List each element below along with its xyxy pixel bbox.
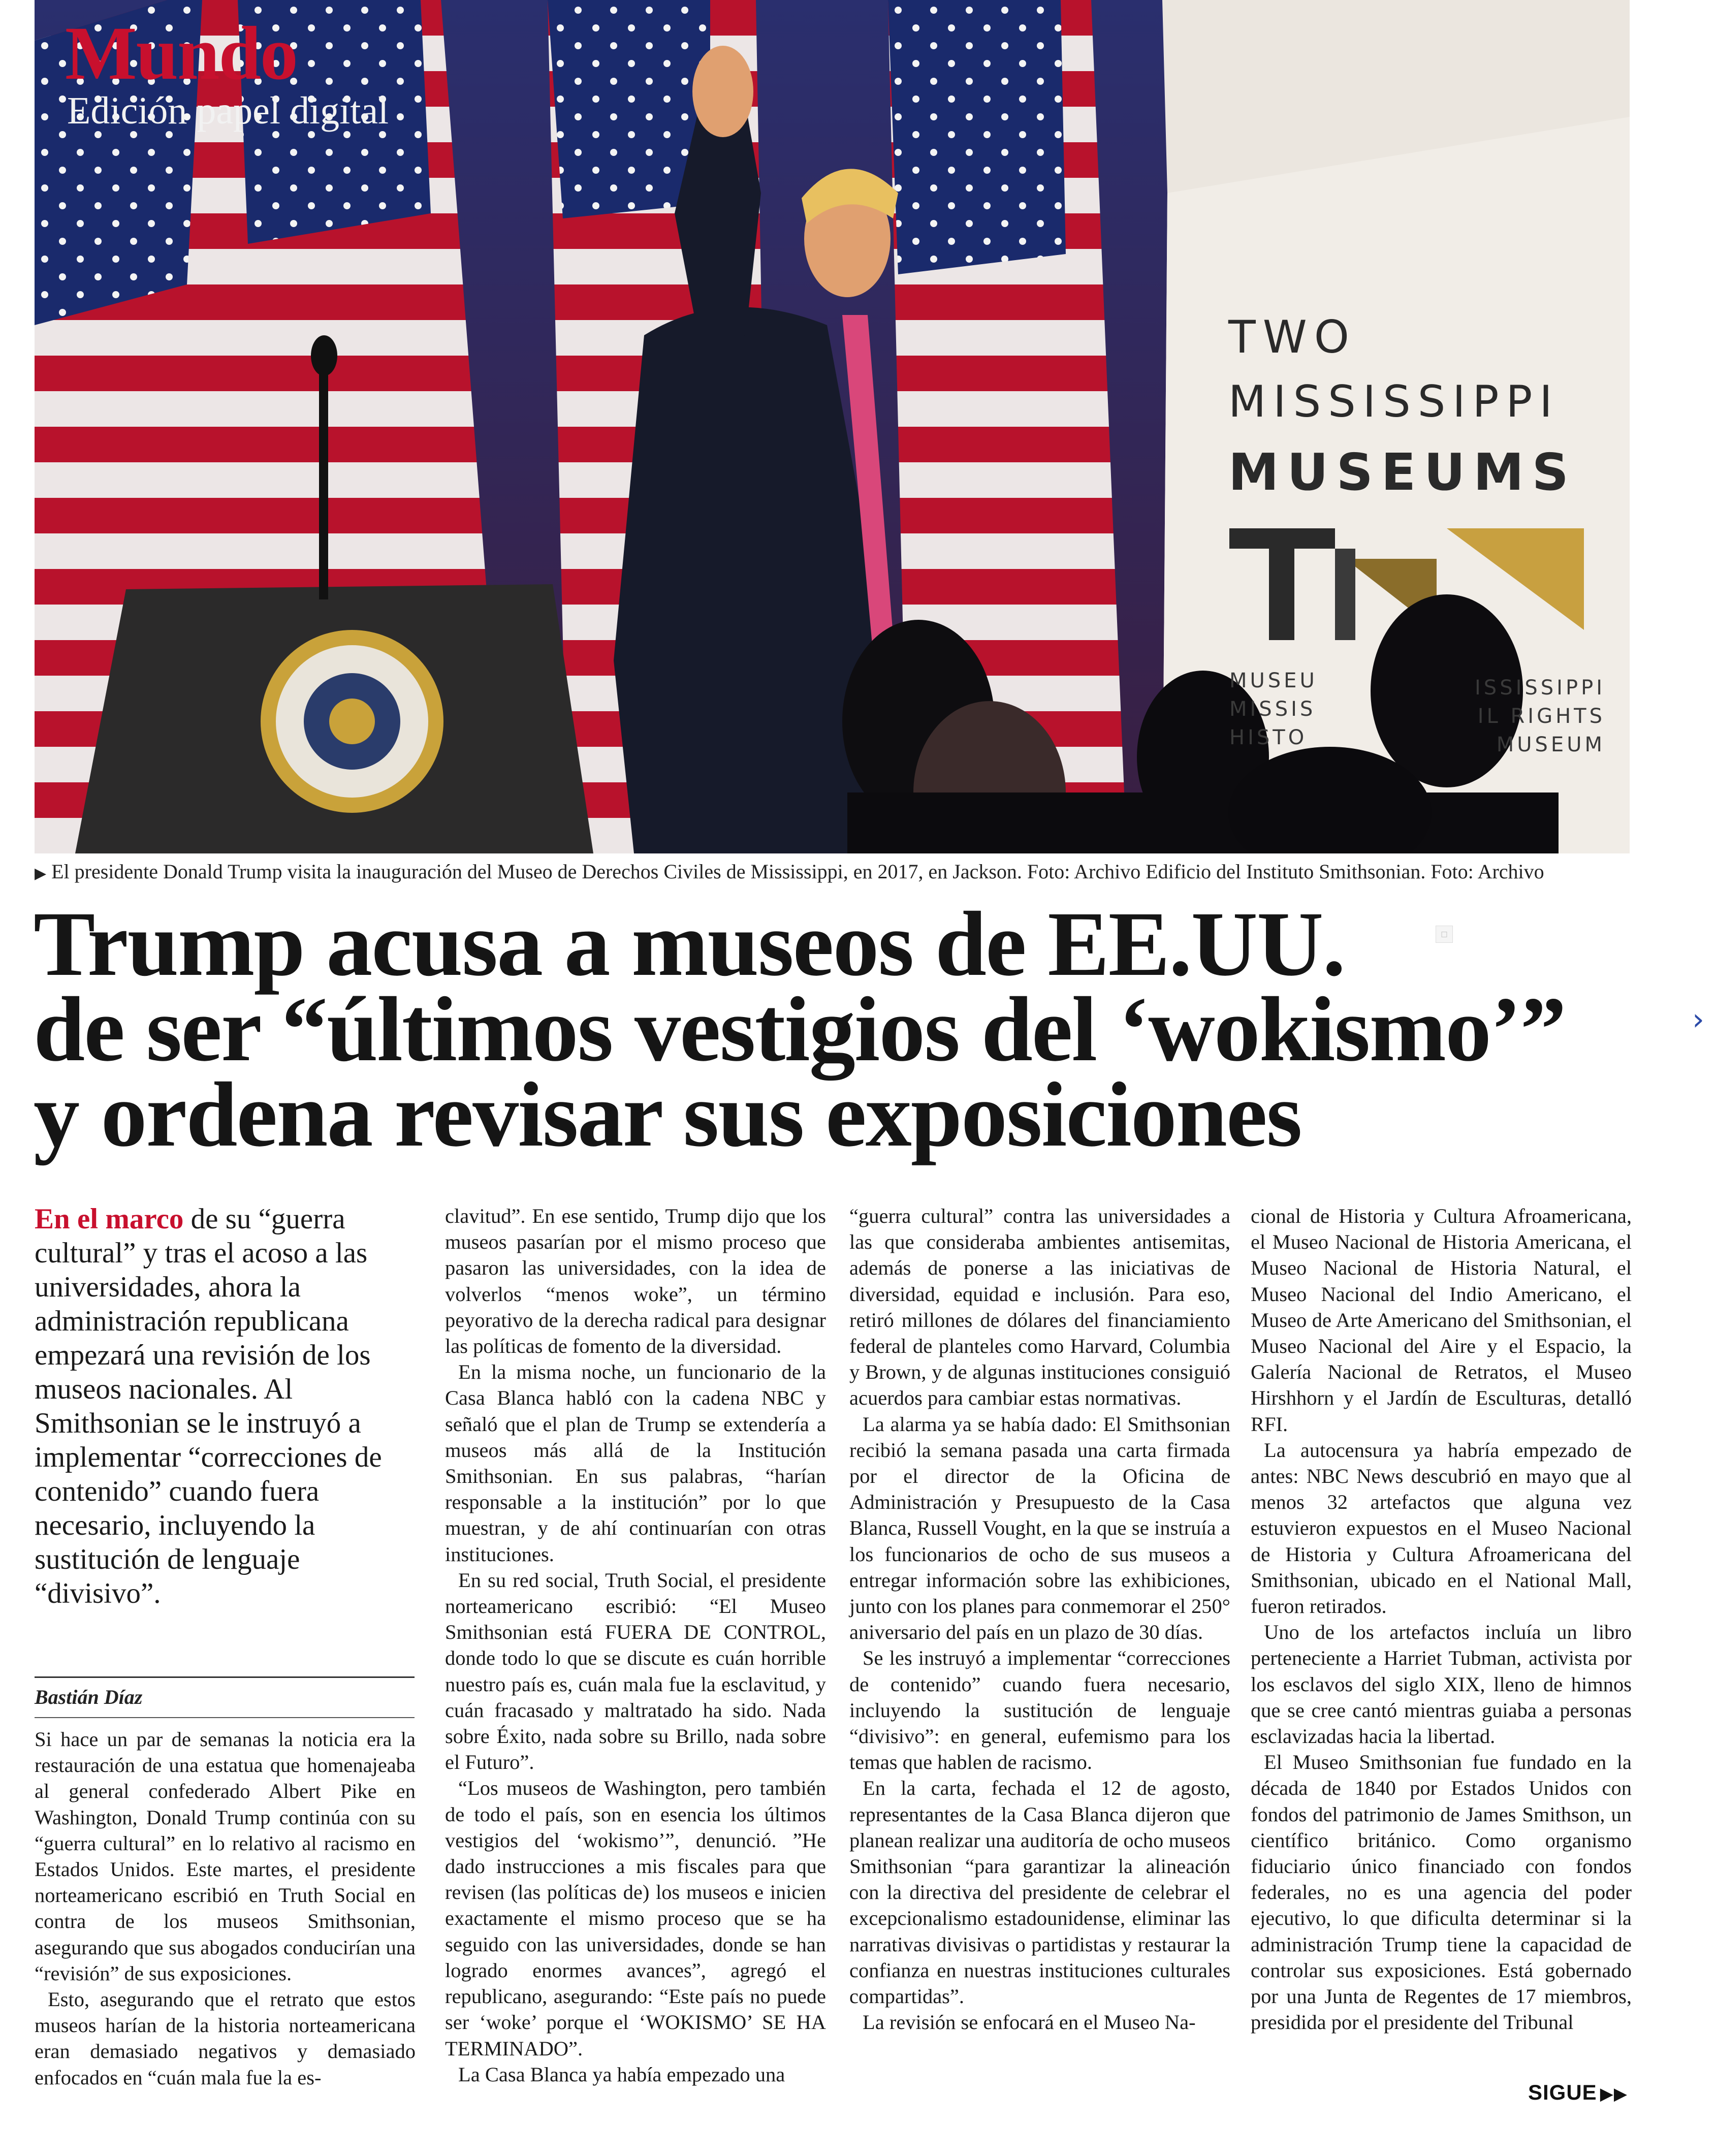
continue-link[interactable] <box>1528 2080 1628 2105</box>
paragraph: Uno de los artefactos incluía un libro perteneciente a Harriet Tubman, activista por los esclavos del siglo XIX, lleno de himnos que se cree cantó mientras guiaba a personas esclavizadas hacia la libertad. <box>1251 1621 1632 1748</box>
byline-divider <box>35 1717 415 1718</box>
sign-right-line: ISSISSIPPI <box>1475 676 1605 700</box>
paragraph: clavitud”. En ese sentido, Trump dijo que los museos pasarían por el mismo proceso que pasaron las universidades, con la idea de volverlos “menos woke”, un término peyorativo de la derecha radical para designar las políticas de fomento de la diversidad. <box>445 1204 826 1358</box>
paragraph: En la misma noche, un funcionario de la Casa Blanca habló con la cadena NBC y señaló que el plan de Trump se extendería a museos más allá de la Institución Smithsonian. En sus palabras, “harían responsable a la institución” por lo que muestran, y de ahí continuarían con otras instituciones. <box>445 1360 826 1566</box>
paragraph: “guerra cultural” contra las universidades a las que consideraba ambientes antisemitas, además de ponerse a las iniciativas de diversidad, equidad e inclusión. Para eso, retiró millones de dólares del financiamiento federal de planteles como Harvard, Columbia y Brown, y de algunas instituciones consiguió acuerdos para cambiar estas normativas. <box>849 1204 1230 1410</box>
sign-right-block <box>1422 674 1605 759</box>
sign-line-museums: MUSEUMS <box>1228 442 1577 502</box>
body-column-1 <box>35 1726 416 2090</box>
paragraph: Esto, asegurando que el retrato que estos museos harían de la historia norteamericana eran demasiado negativos y demasiado enfocados en “cuán mala fue la es- <box>35 1988 416 2089</box>
sign-left-line: MISSIS <box>1229 697 1316 721</box>
headline-line: y ordena revisar sus exposiciones <box>34 1064 1301 1166</box>
sign-line-two: TWO <box>1228 311 1357 363</box>
paragraph: Si hace un par de semanas la noticia era la restauración de una estatua que homenajeaba al general confederado Albert Pike en Washington, Donald Trump continúa con su “guerra cultural” en lo relativo al racismo en Estados Unidos. Este martes, el presidente norteamericano escribió en Truth Social en contra de los museos Smithsonian, asegurando que sus abogados conducirían una “revisión” de sus exposiciones. <box>35 1728 416 1985</box>
headline-line: de ser “últimos vestigios del ‘wokismo’” <box>34 978 1566 1081</box>
sign-left-line: MUSEU <box>1229 669 1318 692</box>
paragraph: “Los museos de Washington, pero también de todo el país, son en esencia los últimos vestigios del ‘wokismo’”, denunció. ”He dado instrucciones a mis fiscales para que revisen (las políticas de) los museos e inicien exactamente el mismo proceso que se ha seguido con las universidades, donde se han logrado enormes avances”, agregó el republicano, asegurando: “Este país no puede ser ‘woke’ porque el ‘WOKISMO’ SE HA TERMINADO”. <box>445 1777 826 2060</box>
photo-caption <box>35 860 1650 886</box>
paragraph: Se les instruyó a implementar “correcciones de contenido” cuando fuera necesario, incluyendo la sustitución de lenguaje “divisivo”: en general, eufemismo para los temas que hablen de racismo. <box>849 1646 1230 1774</box>
paragraph: cional de Historia y Cultura Afroamericana, el Museo Nacional de Historia Americana, el Museo Nacional de Historia Natural, el Museo Nacional del Indio Americano, el Museo de Arte Americano del Smithsonian, el Museo Nacional del Aire y el Espacio, la Galería Nacional de Retratos, el Museo Hirshhorn y el Jardín de Esculturas, detalló RFI. <box>1251 1204 1632 1436</box>
paragraph: La revisión se enfocará en el Museo Na- <box>863 2011 1196 2034</box>
page-marker-icon: □ <box>1436 926 1453 943</box>
headline-line: Trump acusa a museos de EE.UU. <box>34 893 1345 995</box>
intro-lead: En el marco <box>35 1203 184 1235</box>
caption-text: El presidente Donald Trump visita la inauguración del Museo de Derechos Civiles de Mississippi, en 2017, en Jackson. Foto: Archivo Edificio del Instituto Smithsonian. Foto: Archivo <box>51 860 1544 883</box>
section-name: Mundo <box>65 11 297 96</box>
sign-left-line: HISTO <box>1229 726 1308 749</box>
sign-right-line: MUSEUM <box>1496 733 1605 756</box>
chevron-right-icon[interactable]: › <box>1692 1002 1704 1037</box>
byline: Bastián Díaz <box>35 1676 415 1709</box>
triangle-right-icon: ▶ <box>35 865 47 882</box>
double-arrow-icon: ▶▶ <box>1600 2084 1628 2104</box>
article-intro <box>35 1202 416 1610</box>
paragraph: El Museo Smithsonian fue fundado en la década de 1840 por Estados Unidos con fondos del patrimonio de James Smithson, un científico británico. Como organismo fiduciario único financiado con fondos federales, no es una agencia del poder ejecutivo, lo que dificulta determinar si la administración Trump tiene la capacidad de controlar sus exposiciones. Está gobernado por una Junta de Regentes de 17 miembros, presidida por el presidente del Tribunal <box>1251 1751 1632 2034</box>
sign-right-line: IL RIGHTS <box>1477 705 1605 728</box>
headline <box>34 893 1659 1166</box>
continue-label: SIGUE <box>1528 2080 1597 2104</box>
paragraph: La autocensura ya habría empezado de antes: NBC News descubrió en mayo que al menos 32 artefactos que alguna vez estuvieron expuestos en el Museo Nacional de Historia y Cultura Afroamericana del Smithsonian, ubicado en el National Mall, fueron retirados. <box>1251 1438 1632 1618</box>
section-subtitle: Edición papel digital <box>67 89 389 132</box>
body-column-2 <box>445 1203 826 2087</box>
body-column-4 <box>1251 1203 1632 2036</box>
paragraph: En la carta, fechada el 12 de agosto, representantes de la Casa Blanca dijeron que planean realizar una auditoría de ocho museos Smithsonian “para garantizar la alineación con la directiva del presidente de celebrar el excepcionalismo estadounidense, eliminar las narrativas divisivas o partidistas y restaurar la confianza en nuestras instituciones culturales compartidas”. <box>849 1777 1230 2008</box>
sign-left-block <box>1229 667 1318 752</box>
body-column-3 <box>849 1203 1230 2036</box>
intro-text: de su “guerra cultural” y tras el acoso a las universidades, ahora la administración republicana empezará una revisión de los museos nacionales. Al Smithsonian se le instruyó a implementar “correcciones de contenido” cuando fuera necesario, incluyendo la sustitución de lenguaje “divisivo”. <box>35 1203 382 1609</box>
sign-line-mississippi: MISSISSIPPI <box>1228 376 1560 427</box>
paragraph: En su red social, Truth Social, el presidente norteamericano escribió: “El Museo Smithsonian está FUERA DE CONTROL, donde todo lo que se discute es cuán horrible nuestro país es, cuán mala fue la esclavitud, y cuán fracasado y maltratado ha sido. Nada sobre Éxito, nada sobre su Brillo, nada sobre el Futuro”. <box>445 1568 826 1774</box>
paragraph: La Casa Blanca ya había empezado una <box>458 2063 785 2086</box>
paragraph: La alarma ya se había dado: El Smithsonian recibió la semana pasada una carta firmada por el director de la Oficina de Administración y Presupuesto de la Casa Blanca, Russell Vought, en la que se instruía a los funcionarios de ocho de sus museos a entregar información sobre las exhibiciones, junto con los planes para conmemorar el 250° aniversario del país en un plazo de 30 días. <box>849 1412 1230 1644</box>
